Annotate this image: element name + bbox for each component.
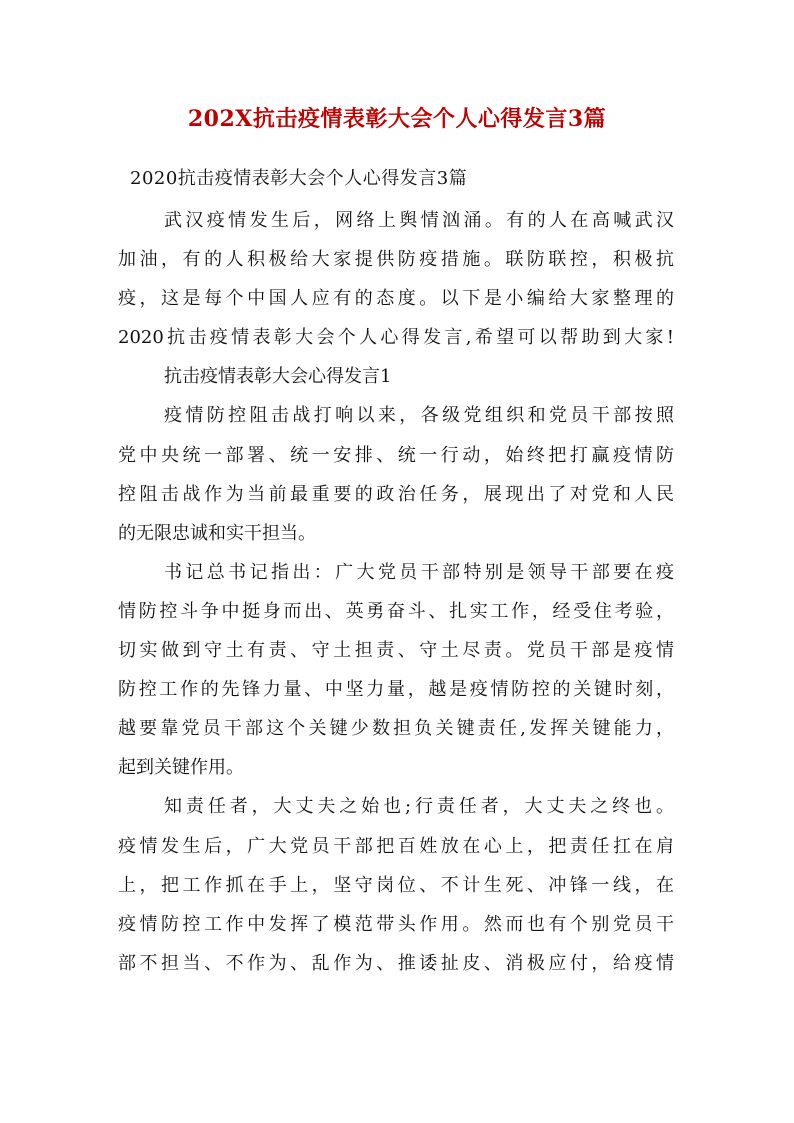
body-line: 起到关键作用。 — [118, 757, 244, 779]
body-line: 控阻击战作为当前最重要的政治任务，展现出了对党和人民 — [118, 483, 674, 505]
body-line: 党中央统一部署、统一安排、统一行动，始终把打赢疫情防 — [118, 444, 674, 466]
body-line: 防控工作的先锋力量、中坚力量，越是疫情防控的关键时刻， — [118, 679, 674, 701]
body-line: 越要靠党员干部这个关键少数担负关键责任,发挥关键能力， — [118, 718, 674, 740]
body-line: 疫情防控阻击战打响以来，各级党组织和党员干部按照 — [164, 405, 674, 427]
body-line: 疫情发生后，广大党员干部把百姓放在心上，把责任扛在肩 — [118, 835, 674, 857]
body-line: 部不担当、不作为、乱作为、推诿扯皮、消极应付，给疫情 — [118, 952, 674, 974]
body-line: 疫，这是每个中国人应有的态度。以下是小编给大家整理的 — [118, 288, 674, 310]
body-line: 切实做到守土有责、守土担责、守土尽责。党员干部是疫情 — [118, 640, 674, 662]
document-body — [118, 201, 674, 983]
body-line: 情防控斗争中挺身而出、英勇奋斗、扎实工作，经受住考验， — [118, 600, 674, 622]
body-line: 的无限忠诚和实干担当。 — [118, 522, 316, 544]
body-line: 加油，有的人积极给大家提供防疫措施。联防联控，积极抗 — [118, 249, 674, 271]
body-line: 知责任者，大丈夫之始也;行责任者，大丈夫之终也。 — [164, 796, 674, 818]
body-line: 武汉疫情发生后，网络上舆情汹涌。有的人在高喊武汉 — [164, 210, 674, 231]
body-line: 上，把工作抓在手上，坚守岗位、不计生死、冲锋一线，在 — [118, 874, 674, 896]
body-line: 书记总书记指出：广大党员干部特别是领导干部要在疫 — [164, 561, 674, 583]
body-line: 2020抗击疫情表彰大会个人心得发言,希望可以帮助到大家! — [118, 327, 674, 349]
document-subtitle: 2020抗击疫情表彰大会个人心得发言3篇 — [130, 168, 468, 189]
body-line: 疫情防控工作中发挥了模范带头作用。然而也有个别党员干 — [118, 913, 674, 935]
document-title: 202X抗击疫情表彰大会个人心得发言3篇 — [187, 106, 607, 132]
body-line: 抗击疫情表彰大会心得发言1 — [164, 366, 392, 388]
